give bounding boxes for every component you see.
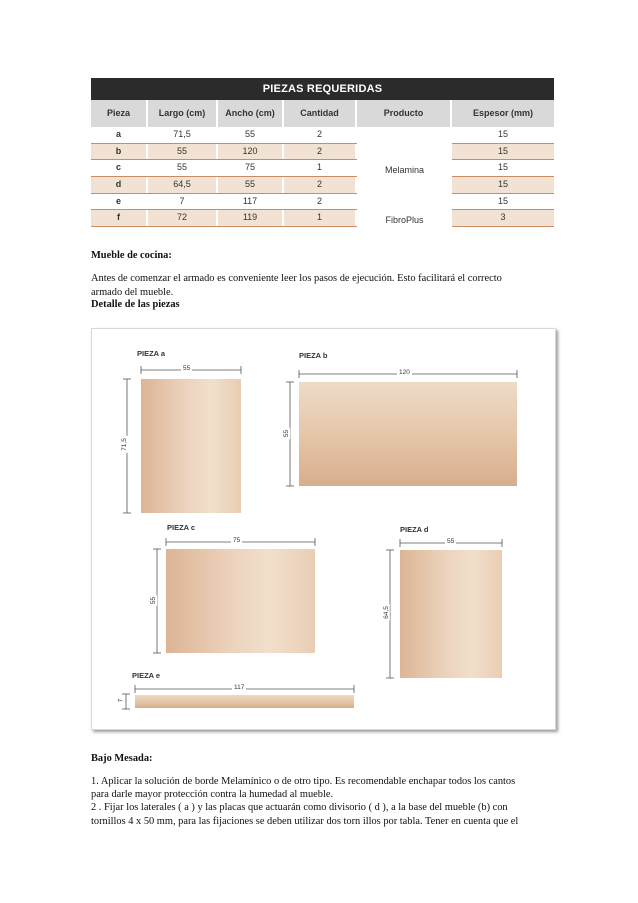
product-fibroplus-cell: FibroPlus: [357, 213, 452, 227]
cell-pieza: a: [91, 127, 148, 143]
label-pieza-b: PIEZA b: [299, 351, 328, 360]
dim-e-height: 7: [117, 698, 125, 703]
table-row: [91, 177, 554, 194]
cell-largo: 64,5: [148, 177, 218, 193]
cell-pieza: f: [91, 210, 148, 226]
panel-pieza-a: [141, 379, 241, 513]
dim-d-width: 55: [447, 538, 455, 545]
cell-pieza: c: [91, 160, 148, 176]
label-pieza-c: PIEZA c: [167, 523, 196, 532]
cell-largo: 72: [148, 210, 218, 226]
intro-line-1: Antes de comenzar el armado es conveniente leer los pasos de ejecución. Esto facilitará el correcto: [91, 273, 502, 284]
step2-line-1: 2 . Fijar los laterales ( a ) y las placas que actuarán como divisorio ( d ), a la base del mueble (b) con: [91, 802, 508, 813]
table-row: [91, 194, 554, 211]
table-row: [91, 210, 554, 227]
cell-ancho: 55: [218, 127, 284, 143]
table-title: PIEZAS REQUERIDAS: [91, 78, 554, 100]
cell-pieza: b: [91, 144, 148, 160]
detalle-heading: Detalle de las piezas: [91, 299, 180, 310]
cell-cantidad: 2: [284, 127, 357, 143]
dim-e-width: 117: [234, 684, 245, 691]
cell-pieza: e: [91, 194, 148, 210]
cell-espesor: 15: [497, 162, 508, 173]
cell-ancho: 55: [218, 177, 284, 193]
table-row: [91, 127, 554, 144]
panel-pieza-e: [135, 695, 354, 708]
dim-b-width: 120: [399, 369, 410, 376]
cell-cantidad: 2: [284, 144, 357, 160]
header-espesor: Espesor (mm): [472, 108, 534, 118]
cell-cantidad: 2: [284, 177, 357, 193]
label-pieza-e: PIEZA e: [132, 671, 161, 680]
product-melamina-cell: Melamina: [357, 127, 452, 213]
intro-line-2: armado del mueble.: [91, 287, 174, 298]
cell-largo: 7: [148, 194, 218, 210]
cell-cantidad: 2: [284, 194, 357, 210]
dim-c-width: 75: [233, 537, 241, 544]
step1-line-1: 1. Aplicar la solución de borde Melamínico o de otro tipo. Es recomendable enchapar todos los cantos: [91, 776, 516, 787]
header-cantidad: Cantidad: [284, 100, 357, 127]
dim-c-height: 55: [150, 596, 158, 605]
table-row: [91, 144, 554, 161]
cell-espesor: 15: [497, 129, 508, 139]
heading-bajo-mesada: Bajo Mesada:: [91, 753, 153, 764]
cell-cantidad: 1: [284, 160, 357, 176]
cell-espesor: 15: [497, 145, 508, 156]
cell-ancho: 120: [218, 144, 284, 160]
label-pieza-d: PIEZA d: [400, 525, 429, 534]
pieces-diagram: [91, 328, 556, 730]
cell-espesor: 3: [500, 212, 506, 223]
cell-largo: 55: [148, 160, 218, 176]
pieces-table: [91, 78, 554, 227]
header-pieza: Pieza: [91, 100, 148, 127]
cell-largo: 55: [148, 144, 218, 160]
dim-a-width: 55: [183, 365, 191, 372]
step2-line-2: tornillos 4 x 50 mm, para las fijaciones se deben utilizar dos torn illos por tabla. Tener en cuenta que el: [91, 816, 519, 827]
panel-pieza-c: [166, 549, 315, 653]
table-row: [91, 160, 554, 177]
dim-a-height: 71,5: [120, 438, 128, 451]
header-ancho: Ancho (cm): [218, 100, 284, 127]
cell-espesor: 15: [497, 195, 508, 206]
cell-ancho: 119: [218, 210, 284, 226]
panel-pieza-d: [400, 550, 502, 678]
panel-pieza-b: [299, 382, 517, 486]
header-producto: Producto: [357, 100, 452, 127]
cell-ancho: 75: [218, 160, 284, 176]
dim-d-height: 64,5: [382, 606, 390, 619]
label-pieza-a: PIEZA a: [137, 349, 166, 358]
cell-largo: 71,5: [148, 127, 218, 143]
header-largo: Largo (cm): [148, 100, 218, 127]
cell-cantidad: 1: [284, 210, 357, 226]
cell-pieza: d: [91, 177, 148, 193]
cell-ancho: 117: [218, 194, 284, 210]
step1-line-2: para darle mayor protección contra la humedad al mueble.: [91, 789, 334, 800]
heading-mueble: Mueble de cocina:: [91, 250, 172, 261]
table-header-row: [91, 100, 554, 127]
dim-b-height: 55: [283, 429, 291, 438]
cell-espesor: 15: [497, 179, 508, 190]
